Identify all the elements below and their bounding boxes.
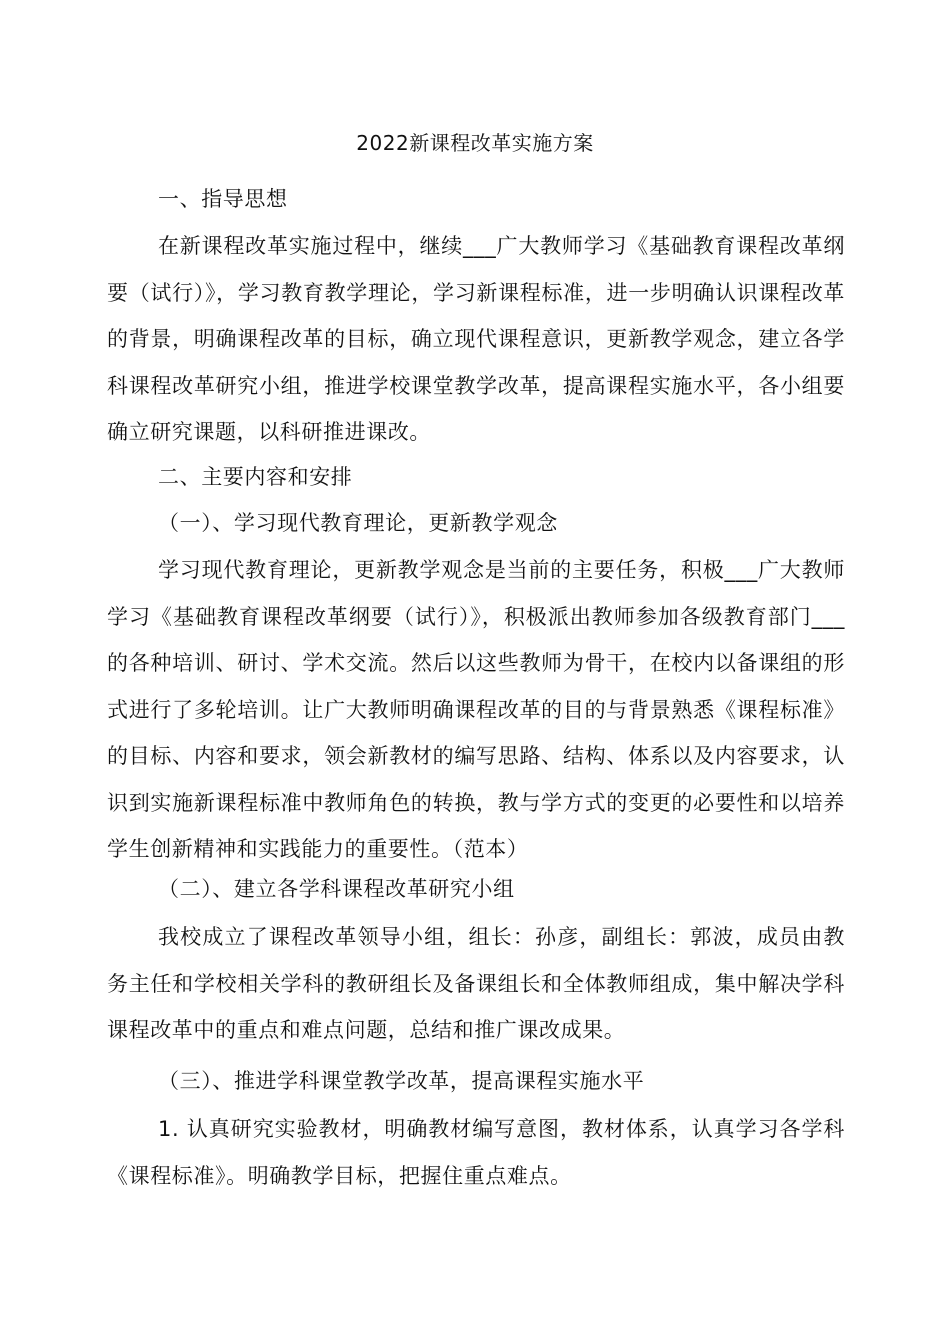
list-item-study-materials: 1. 认真研究实验教材，明确教材编写意图，教材体系，认真学习各学科《课程标准》。明确教学目标，把握住重点难点。 — [107, 1117, 845, 1188]
subsection-heading-learn-theory: （一）、学习现代教育理论，更新教学观念 — [158, 511, 558, 535]
section-heading-main-content: 二、主要内容和安排 — [158, 465, 353, 489]
paragraph-learn-theory: 学习现代教育理论，更新教学观念是当前的主要任务，积极___广大教师学习《基础教育课程改革纲要（试行）》，积极派出教师参加各级教育部门___的各种培训、研讨、学术交流。然后以这些教师为骨干，在校内以备课组的形式进行了多轮培训。让广大教师明确课程改革的目的与背景熟悉《课程标准》的目标、内容和要求，领会新教材的编写思路、结构、体系以及内容要求，认识到实施新课程标准中教师角色的转换，教与学方式的变更的必要性和以培养学生创新精神和实践能力的重要性。（范本） — [107, 558, 845, 861]
section-heading-guiding-ideology: 一、指导思想 — [158, 187, 288, 211]
subsection-heading-classroom-reform: （三）、推进学科课堂教学改革，提高课程实施水平 — [158, 1069, 645, 1093]
document-title: 2022新课程改革实施方案 — [356, 131, 594, 155]
paragraph-guiding-ideology: 在新课程改革实施过程中，继续___广大教师学习《基础教育课程改革纲要（试行）》，学习教育教学理论，学习新课程标准，进一步明确认识课程改革的背景，明确课程改革的目标，确立现代课程意识，更新教学观念，建立各学科课程改革研究小组，推进学校课堂教学改革，提高课程实施水平，各小组要确立研究课题，以科研推进课改。 — [107, 234, 845, 444]
subsection-heading-research-groups: （二）、建立各学科课程改革研究小组 — [158, 877, 515, 901]
paragraph-research-groups: 我校成立了课程改革领导小组，组长：孙彦，副组长：郭波，成员由教务主任和学校相关学科的教研组长及备课组长和全体教师组成，集中解决学科课程改革中的重点和难点问题，总结和推广课改成果。 — [107, 925, 845, 1042]
